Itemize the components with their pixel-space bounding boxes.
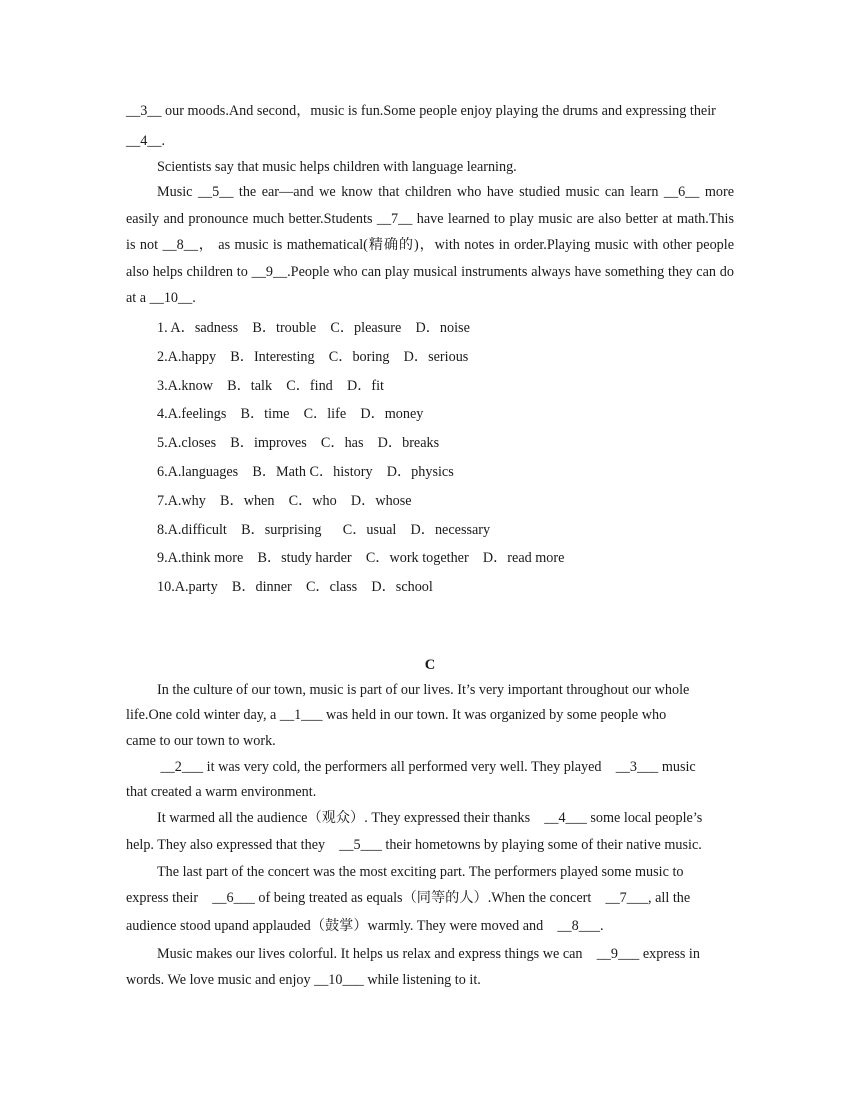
passage-c-p4-line-1: The last part of the concert was the most exciting part. The performers played some music to bbox=[157, 864, 684, 880]
question-option: 7.A.why B．when C．who D．whose bbox=[157, 492, 412, 509]
passage-c-p3-line-2: help. They also expressed that they __5___ their hometowns by playing some of their native music. bbox=[126, 837, 702, 853]
passage-c-p3-line-1: It warmed all the audience（观众）. They expressed their thanks __4___ some local people’s bbox=[157, 810, 703, 826]
question-options-list bbox=[157, 314, 564, 602]
question-option: 5.A.closes B．improves C．has D．breaks bbox=[157, 435, 440, 452]
question-option: 1. A．sadness B．trouble C．pleasure D．noise bbox=[157, 320, 470, 336]
passage-b-line-1: __3__ our moods.And second，music is fun.Some people enjoy playing the drums and expressing their bbox=[126, 103, 716, 119]
passage-b-para-3: Music __5__ the ear—and we know that children who have studied music can learn __6__ more easily and pronounce much better.Students __7__ have learned to play music are also better at math.This is not __8__， as music is mathematical(精确的)，with notes in order.Playing music with other people also helps children to __9__.People who can play musical instruments always have something they can do at a __10__. bbox=[126, 184, 734, 306]
question-option: 6.A.languages B．Math C．history D．physics bbox=[157, 463, 454, 480]
passage-c-p4-line-3: audience stood upand applauded（鼓掌）warmly. They were moved and __8___. bbox=[126, 918, 604, 934]
passage-b-para-2: Scientists say that music helps children with language learning. bbox=[157, 159, 517, 175]
passage-c-p1-line-3: came to our town to work. bbox=[126, 733, 276, 749]
passage-b-line-2: __4__. bbox=[126, 133, 166, 149]
question-option: 4.A.feelings B．time C．life D．money bbox=[157, 406, 424, 423]
passage-c-p5-line-2: words. We love music and enjoy __10___ while listening to it. bbox=[126, 972, 481, 988]
question-option: 9.A.think more B．study harder C．work together D．read more bbox=[157, 550, 565, 567]
section-heading: C bbox=[424, 657, 436, 673]
question-option: 8.A.difficult B．surprising C．usual D．necessary bbox=[157, 521, 491, 538]
passage-c-p5-line-1: Music makes our lives colorful. It helps us relax and express things we can __9___ express in bbox=[157, 946, 700, 962]
passage-c-p1-line-1: In the culture of our town, music is part of our lives. It’s very important throughout our whole bbox=[157, 682, 690, 698]
question-option: 3.A.know B．talk C．find D．fit bbox=[157, 377, 384, 394]
passage-c-p4-line-2: express their __6___ of being treated as equals（同等的人）.When the concert __7___, all the bbox=[126, 890, 691, 906]
question-option: 2.A.happy B．Interesting C．boring D．serious bbox=[157, 348, 469, 365]
passage-c-p2-line-1: __2___ it was very cold, the performers all performed very well. They played __3___ music bbox=[157, 759, 696, 775]
question-option: 10.A.party B．dinner C．class D．school bbox=[157, 579, 433, 596]
passage-c-p2-line-2: that created a warm environment. bbox=[126, 784, 317, 800]
passage-c-p1-line-2: life.One cold winter day, a __1___ was held in our town. It was organized by some people who bbox=[126, 707, 667, 723]
